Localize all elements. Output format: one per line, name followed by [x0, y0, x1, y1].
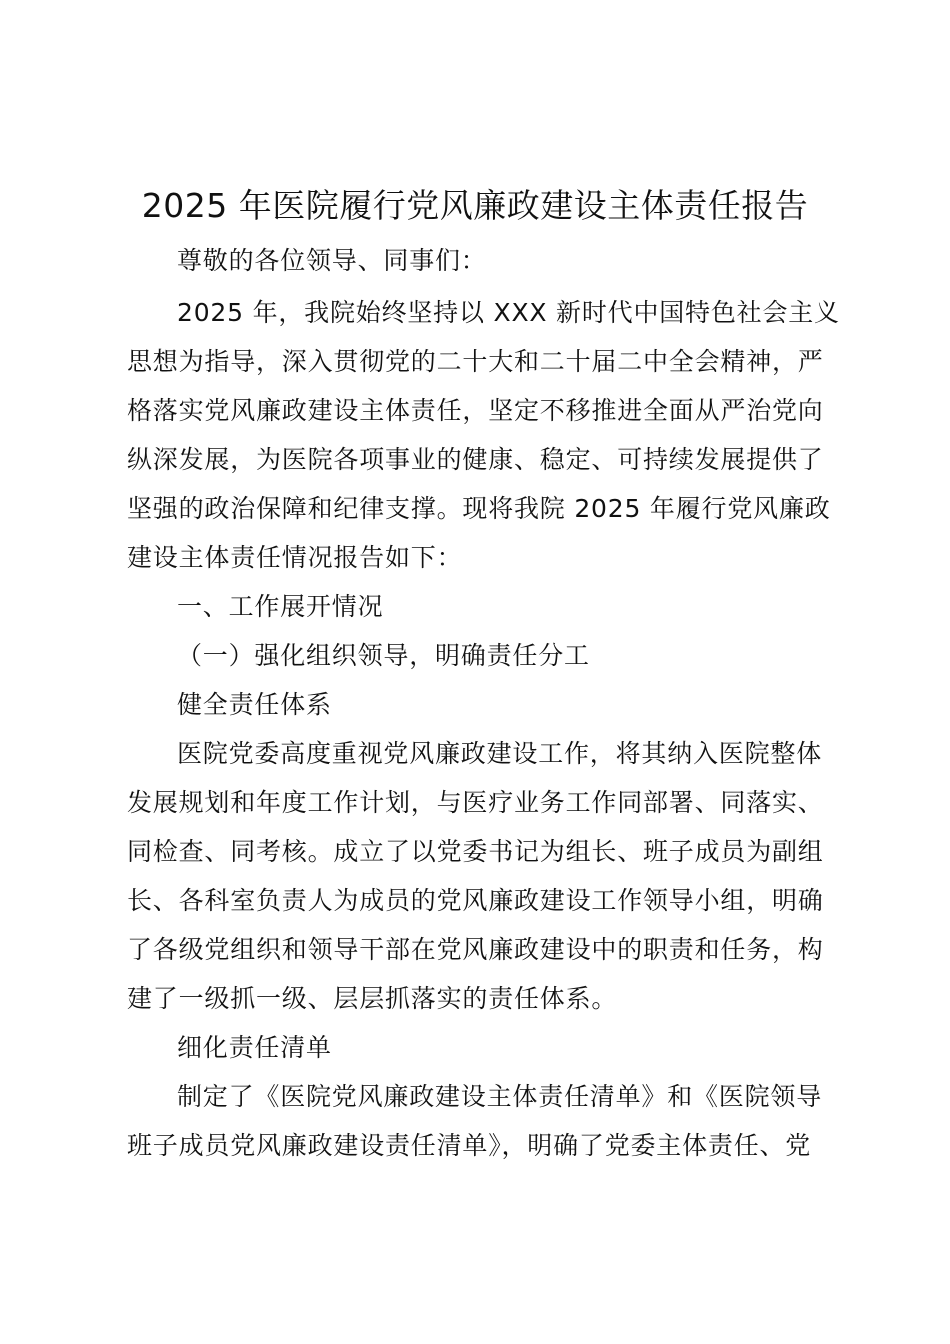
intro-line: 坚强的政治保障和纪律支撑。现将我院 2025 年履行党风廉政: [127, 494, 831, 523]
intro-line: 2025 年，我院始终坚持以 XXX 新时代中国特色社会主义: [177, 298, 840, 327]
item-heading: 细化责任清单: [177, 1033, 332, 1062]
subsection-heading: （一）强化组织领导，明确责任分工: [177, 641, 590, 670]
paragraph-line: 同检查、同考核。成立了以党委书记为组长、班子成员为副组: [127, 837, 824, 866]
section-heading: 一、工作展开情况: [177, 592, 384, 621]
item-heading: 健全责任体系: [177, 690, 332, 719]
document-title: 2025 年医院履行党风廉政建设主体责任报告: [141, 186, 809, 225]
paragraph-line: 长、各科室负责人为成员的党风廉政建设工作领导小组，明确: [127, 886, 824, 915]
paragraph-line: 制定了《医院党风廉政建设主体责任清单》和《医院领导: [177, 1082, 823, 1111]
item-1-paragraph: [127, 729, 833, 1023]
intro-line: 纵深发展，为医院各项事业的健康、稳定、可持续发展提供了: [127, 445, 824, 474]
document-body: [127, 236, 840, 1170]
paragraph-line: 发展规划和年度工作计划，与医疗业务工作同部署、同落实、: [127, 788, 824, 817]
paragraph-line: 建了一级抓一级、层层抓落实的责任体系。: [127, 984, 618, 1013]
intro-paragraph: [127, 288, 840, 582]
intro-line: 建设主体责任情况报告如下：: [127, 543, 463, 572]
intro-line: 格落实党风廉政建设主体责任，坚定不移推进全面从严治党向: [127, 396, 824, 425]
paragraph-line: 医院党委高度重视党风廉政建设工作，将其纳入医院整体: [177, 739, 823, 768]
paragraph-line: 班子成员党风廉政建设责任清单》，明确了党委主体责任、党: [127, 1131, 812, 1160]
item-2-paragraph: [127, 1072, 833, 1170]
paragraph-line: 了各级党组织和领导干部在党风廉政建设中的职责和任务，构: [127, 935, 824, 964]
salutation: 尊敬的各位领导、同事们：: [177, 246, 487, 275]
intro-line: 思想为指导，深入贯彻党的二十大和二十届二中全会精神，严: [127, 347, 824, 376]
